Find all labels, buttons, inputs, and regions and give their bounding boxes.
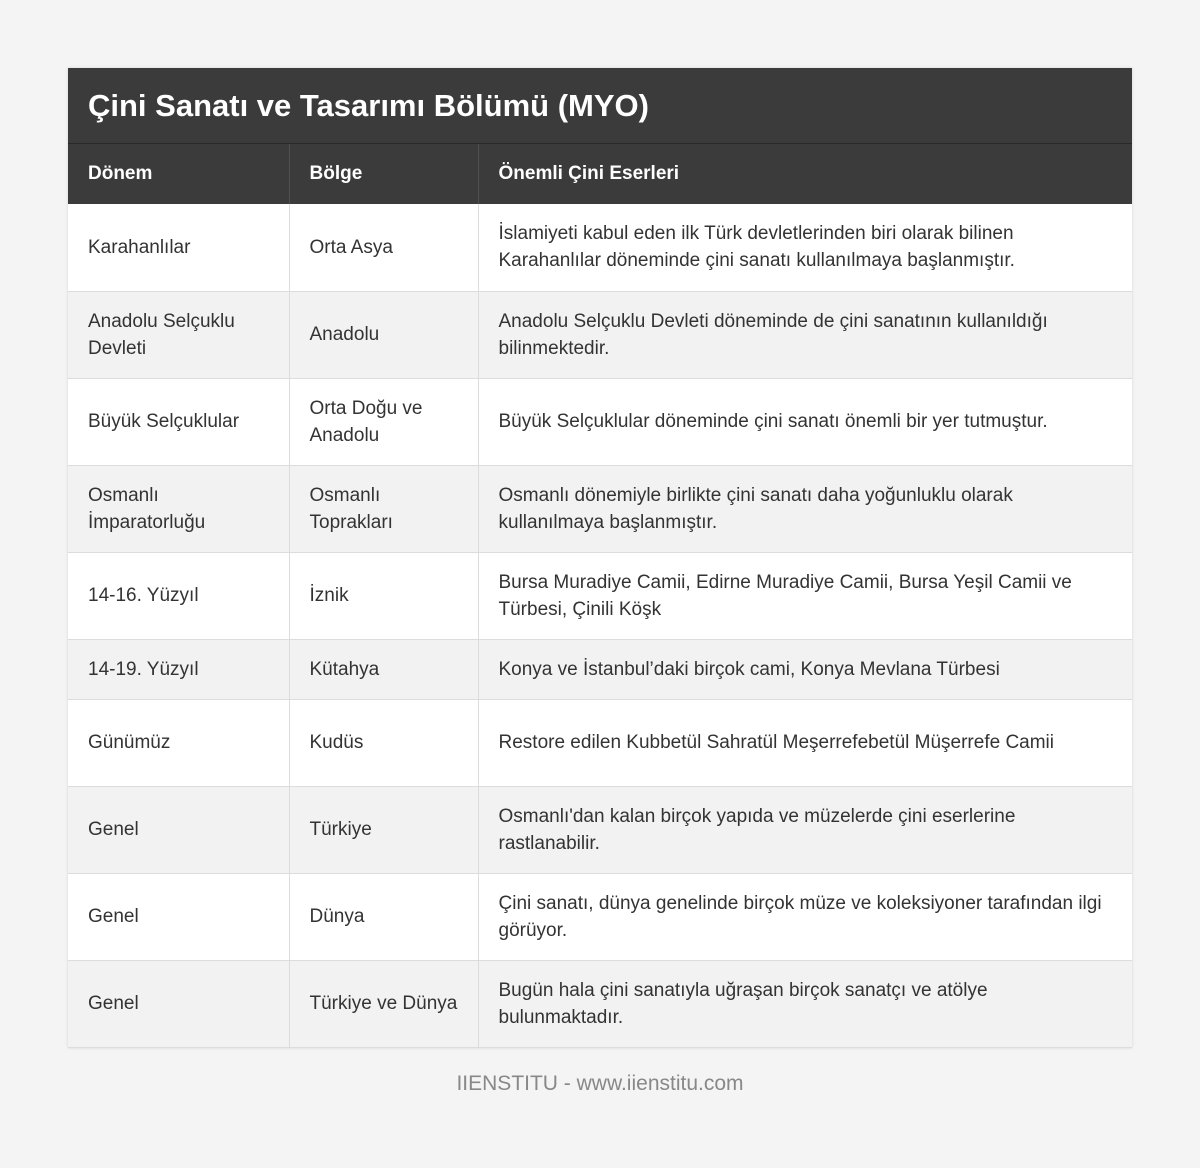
- cell-bolge: İznik: [289, 552, 478, 639]
- cell-eserler: Çini sanatı, dünya genelinde birçok müze ve koleksiyoner tarafından ilgi görüyor.: [478, 873, 1132, 960]
- cell-donem: Büyük Selçuklular: [68, 378, 289, 465]
- cell-donem: Genel: [68, 873, 289, 960]
- cell-donem: Anadolu Selçuklu Devleti: [68, 291, 289, 378]
- table-header-row: [68, 144, 1132, 204]
- table-row: [68, 378, 1132, 465]
- table-row: [68, 204, 1132, 291]
- cell-eserler: Osmanlı'dan kalan birçok yapıda ve müzelerde çini eserlerine rastlanabilir.: [478, 786, 1132, 873]
- cell-eserler: Bursa Muradiye Camii, Edirne Muradiye Camii, Bursa Yeşil Camii ve Türbesi, Çinili Köşk: [478, 552, 1132, 639]
- cell-eserler: Bugün hala çini sanatıyla uğraşan birçok sanatçı ve atölye bulunmaktadır.: [478, 960, 1132, 1047]
- cell-eserler: Anadolu Selçuklu Devleti döneminde de çini sanatının kullanıldığı bilinmektedir.: [478, 291, 1132, 378]
- cell-eserler: Konya ve İstanbul’daki birçok cami, Konya Mevlana Türbesi: [478, 639, 1132, 699]
- footer-credit: IIENSTITU - www.iienstitu.com: [456, 1072, 744, 1095]
- cell-eserler: Büyük Selçuklular döneminde çini sanatı önemli bir yer tutmuştur.: [478, 378, 1132, 465]
- table-row: [68, 552, 1132, 639]
- cell-bolge: Türkiye ve Dünya: [289, 960, 478, 1047]
- cell-bolge: Kudüs: [289, 699, 478, 786]
- table-card: [68, 68, 1132, 1048]
- cell-bolge: Orta Asya: [289, 204, 478, 291]
- cell-bolge: Osmanlı Toprakları: [289, 465, 478, 552]
- cell-donem: Genel: [68, 960, 289, 1047]
- table-row: [68, 639, 1132, 699]
- table-row: [68, 699, 1132, 786]
- cell-bolge: Türkiye: [289, 786, 478, 873]
- table-row: [68, 291, 1132, 378]
- table-row: [68, 465, 1132, 552]
- cell-donem: 14-16. Yüzyıl: [68, 552, 289, 639]
- cell-donem: Genel: [68, 786, 289, 873]
- cell-donem: Karahanlılar: [68, 204, 289, 291]
- table-row: [68, 960, 1132, 1047]
- table-row: [68, 873, 1132, 960]
- cell-bolge: Kütahya: [289, 639, 478, 699]
- data-table: [68, 144, 1132, 1048]
- cell-bolge: Anadolu: [289, 291, 478, 378]
- cell-eserler: Restore edilen Kubbetül Sahratül Meşerrefebetül Müşerrefe Camii: [478, 699, 1132, 786]
- cell-eserler: İslamiyeti kabul eden ilk Türk devletlerinden biri olarak bilinen Karahanlılar döneminde çini sanatı kullanılmaya başlanmıştır.: [478, 204, 1132, 291]
- column-header-bolge: Bölge: [289, 144, 478, 204]
- column-header-eserler: Önemli Çini Eserleri: [478, 144, 1132, 204]
- cell-eserler: Osmanlı dönemiyle birlikte çini sanatı daha yoğunluklu olarak kullanılmaya başlanmıştır.: [478, 465, 1132, 552]
- column-header-donem: Dönem: [68, 144, 289, 204]
- cell-bolge: Orta Doğu ve Anadolu: [289, 378, 478, 465]
- cell-bolge: Dünya: [289, 873, 478, 960]
- page-title: Çini Sanatı ve Tasarımı Bölümü (MYO): [68, 68, 1132, 144]
- cell-donem: Osmanlı İmparatorluğu: [68, 465, 289, 552]
- table-row: [68, 786, 1132, 873]
- cell-donem: Günümüz: [68, 699, 289, 786]
- cell-donem: 14-19. Yüzyıl: [68, 639, 289, 699]
